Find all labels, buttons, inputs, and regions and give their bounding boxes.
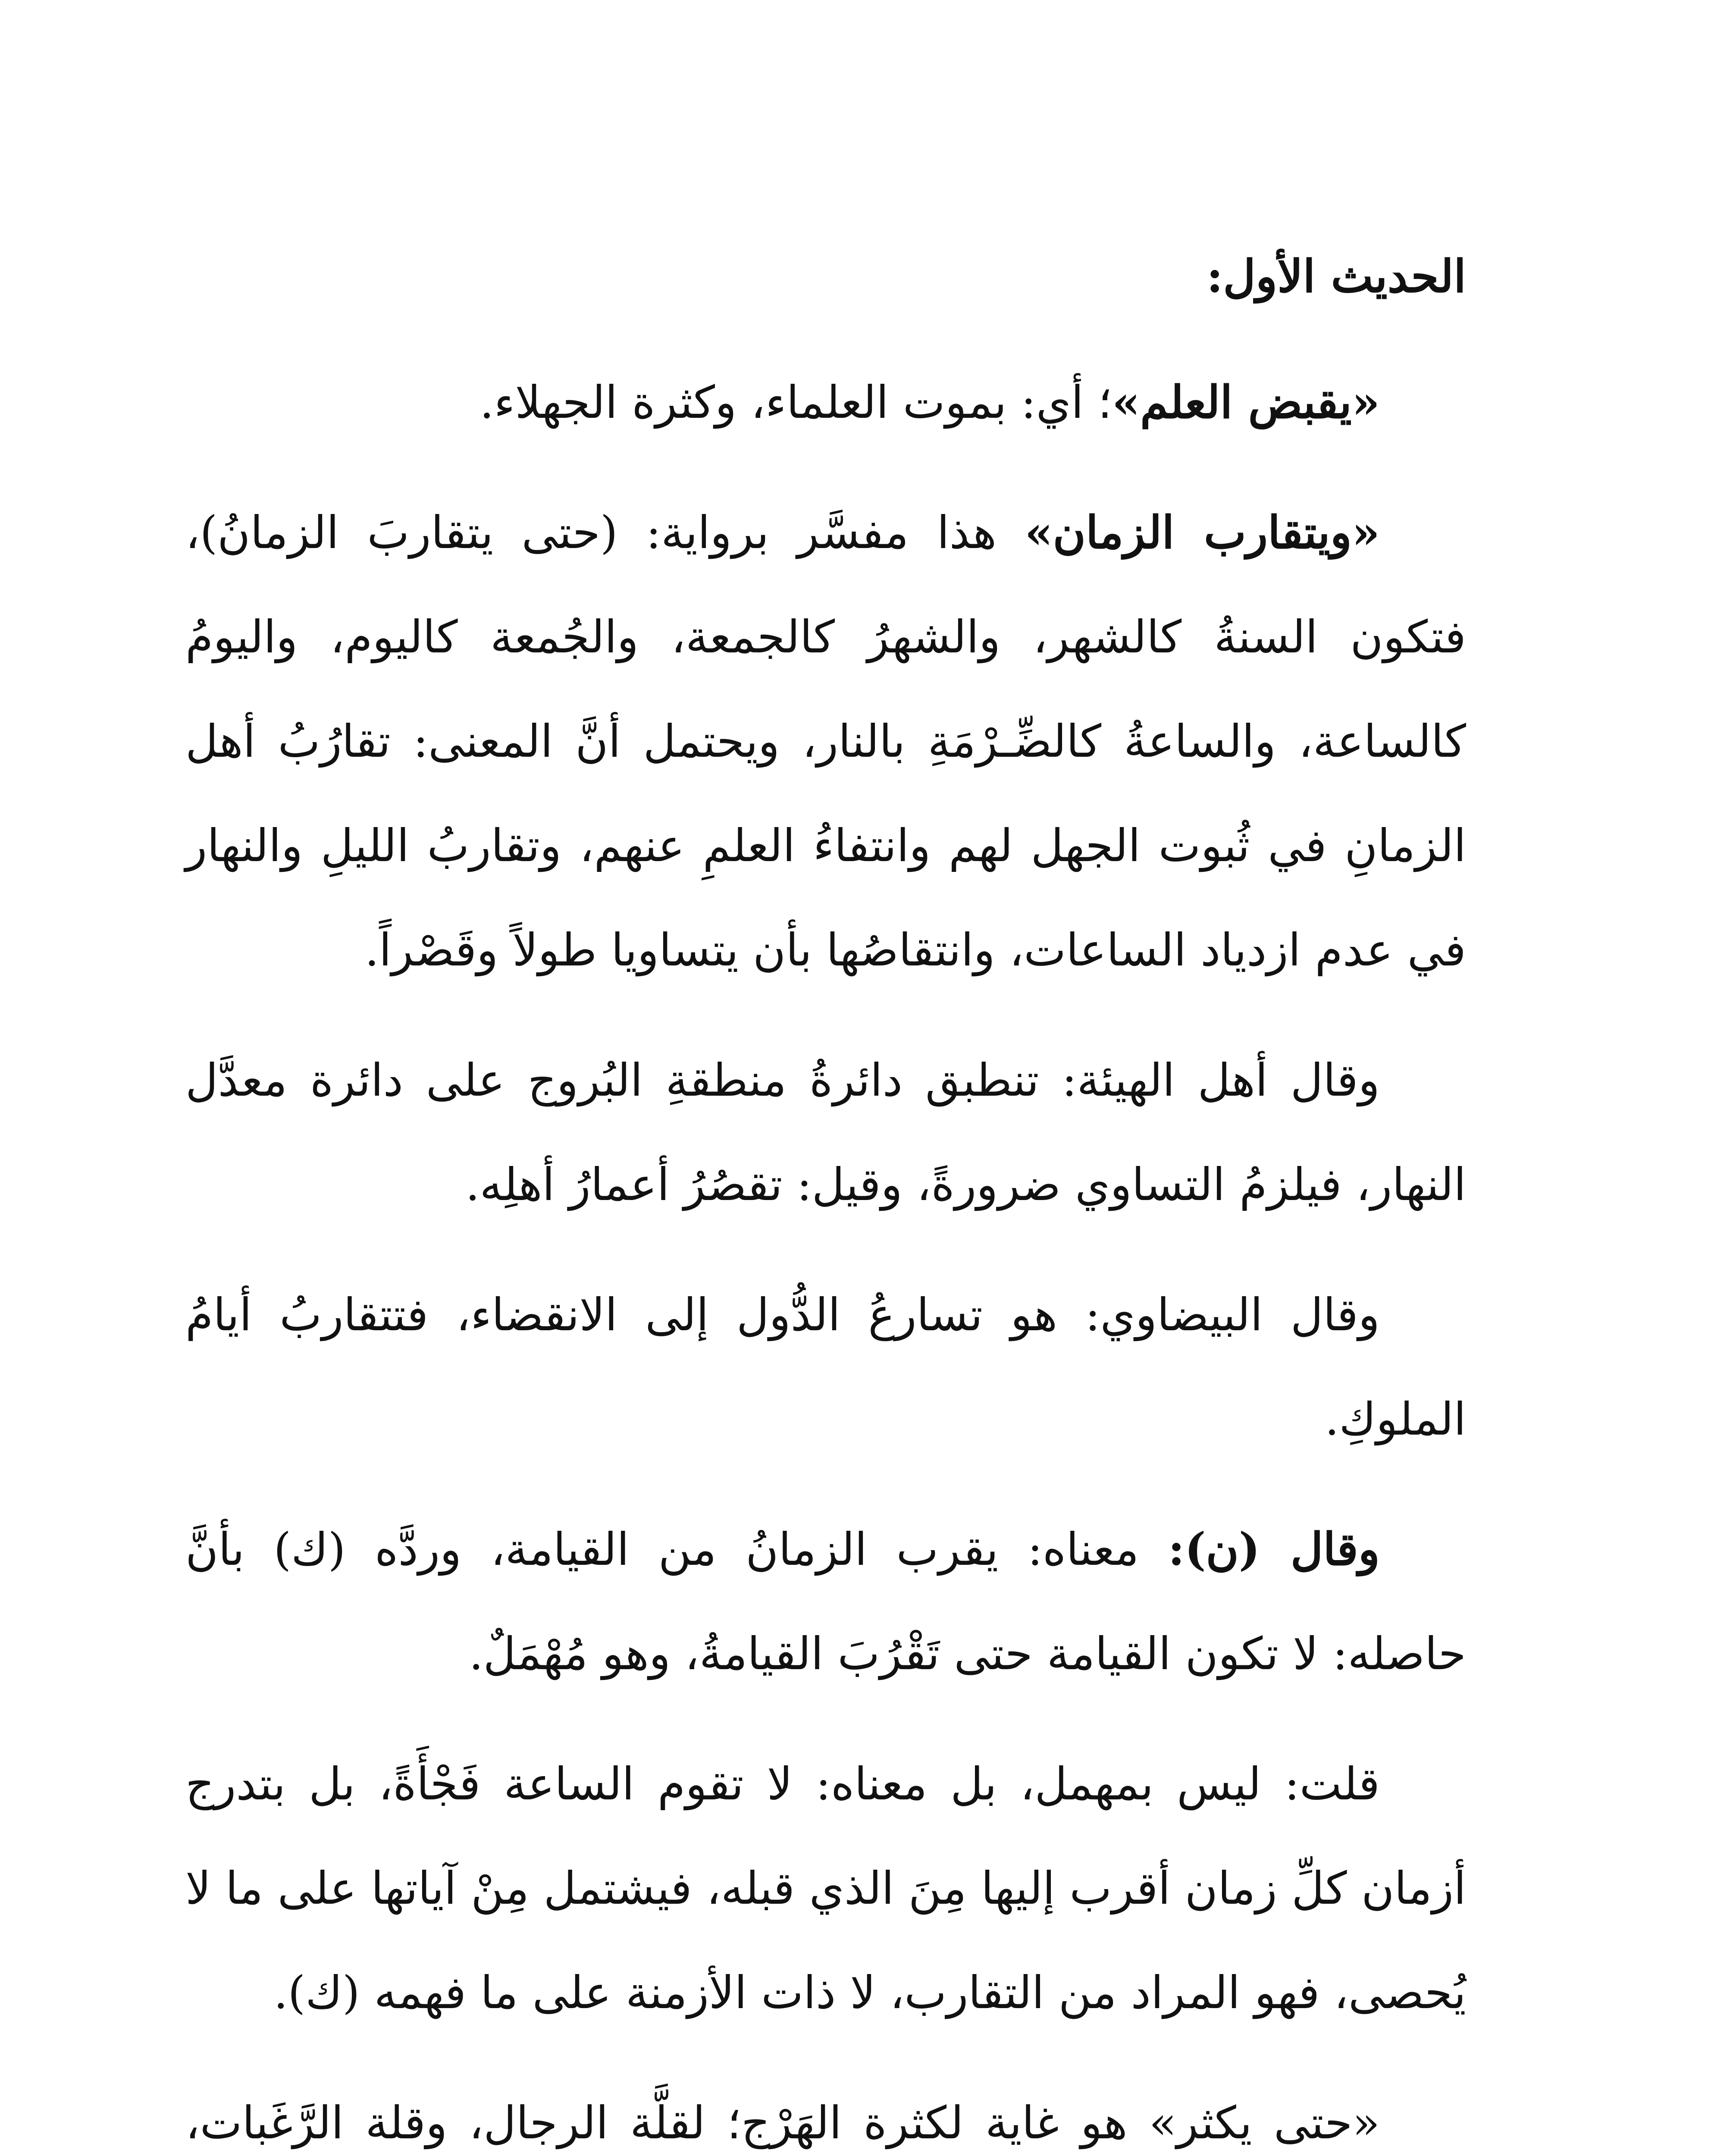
paragraph <box>185 1028 1466 1237</box>
paragraph-text: وقال البيضاوي: هو تسارعُ الدُّول إلى الانقضاء، فتتقاربُ أيامُ الملوكِ. <box>185 1288 1466 1445</box>
page-body <box>185 224 1466 2156</box>
paragraph-text: معناه: يقرب الزمانُ من القيامة، وردَّه (ك) بأنَّ حاصله: لا تكون القيامة حتى تَقْرُبَ القيامةُ، وهو مُهْمَلٌ. <box>185 1523 1466 1680</box>
paragraph-lead: وقال (ن): <box>1168 1523 1380 1576</box>
paragraph <box>185 1732 1466 2045</box>
paragraph <box>185 2071 1466 2156</box>
paragraph-lead: «ويتقارب الزمان» <box>1025 506 1380 559</box>
paragraph-text: هذا مفسَّر برواية: (حتى يتقاربَ الزمانُ)، فتكون السنةُ كالشهر، والشهرُ كالجمعة، والجُمعة كاليوم، واليومُ كالساعة، والساعةُ كالضِّـرْمَةِ بالنار، ويحتمل أنَّ المعنى: تقارُبُ أهل الزمانِ في ثُبوت الجهل لهم وانتفاءُ العلمِ عنهم، وتقاربُ الليلِ والنهار في عدم ازدياد الساعات، وانتقاصُها بأن يتساويا طولاً وقَصْراً. <box>185 506 1466 976</box>
paragraph <box>185 1263 1466 1471</box>
paragraph-text: قلت: ليس بمهمل، بل معناه: لا تقوم الساعة فَجْأَةً، بل بتدرج أزمان كلِّ زمان أقرب إليها مِنَ الذي قبله، فيشتمل مِنْ آياتها على ما لا يُحصى، فهو المراد من التقارب، لا ذات الأزمنة على ما فهمه (ك). <box>185 1758 1466 2019</box>
paragraph <box>185 480 1466 1002</box>
section-heading: الحديث الأول: <box>1207 250 1466 303</box>
paragraph <box>185 1497 1466 1706</box>
paragraph <box>185 350 1466 454</box>
paragraph-text: «حتى يكثر» هو غاية لكثرة الهَرْج؛ لقلَّة الرجال، وقلة الرَّغَبات، <box>185 2096 1380 2149</box>
paragraph-lead: «يقبض العلم» <box>1112 376 1380 429</box>
paragraph-text: وقال أهل الهيئة: تنطبق دائرةُ منطقةِ البُروج على دائرة معدَّل النهار، فيلزمُ التساوي ضرورةً، وقيل: تقصُرُ أعمارُ أهلِه. <box>185 1054 1466 1211</box>
paragraph-text: ؛ أي: بموت العلماء، وكثرة الجهلاء. <box>479 376 1113 429</box>
